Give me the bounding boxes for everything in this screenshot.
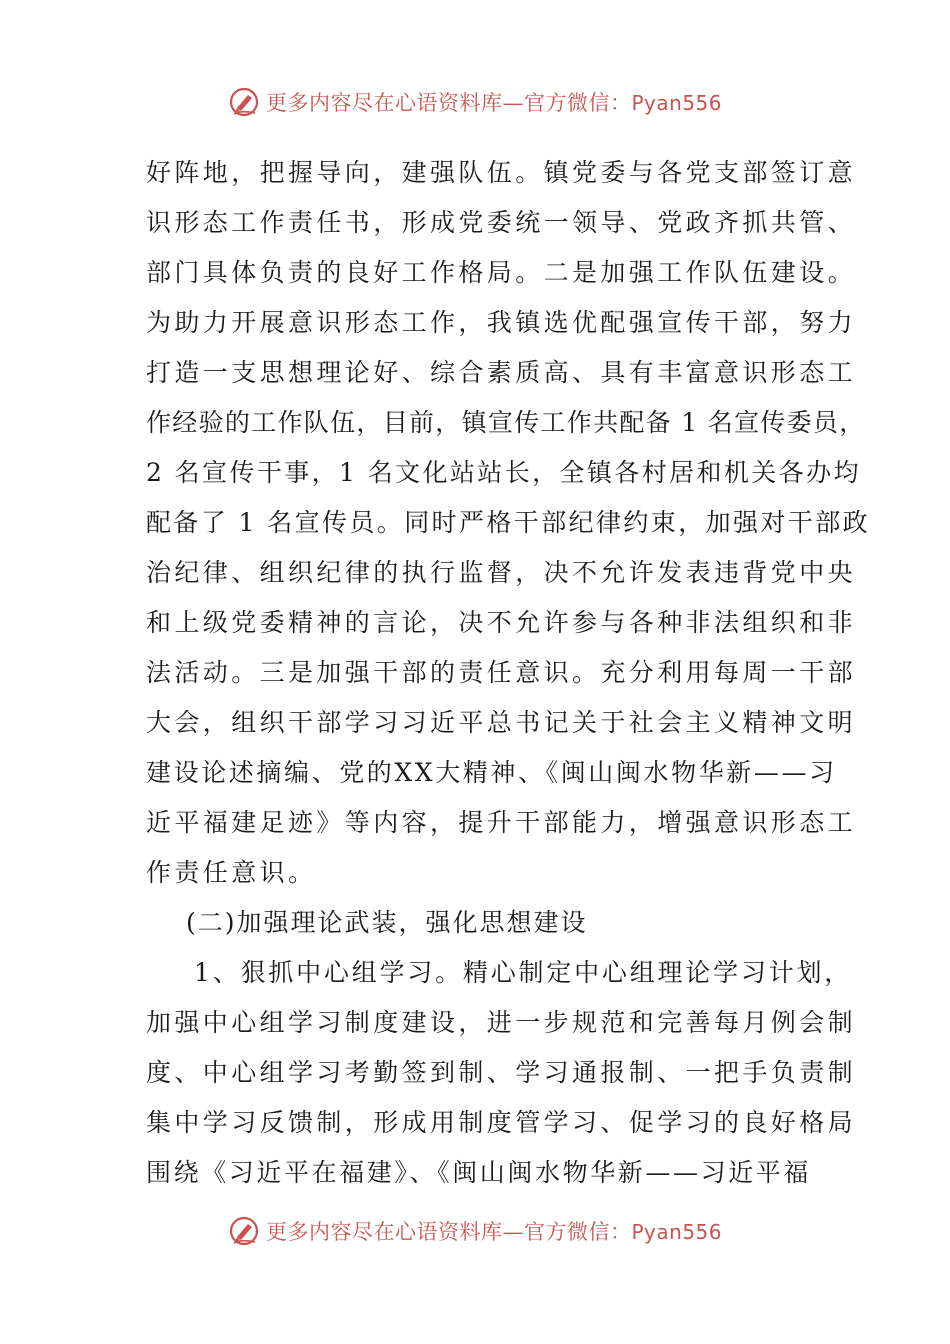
text-line: 配备了 1 名宣传员。同时严格干部纪律约束，加强对干部政 <box>146 508 871 537</box>
document-body <box>146 148 871 1198</box>
header-contact: Pyan556 <box>631 91 722 115</box>
pen-logo-icon <box>228 1215 260 1247</box>
text-line: 作经验的工作队伍，目前，镇宣传工作共配备 1 名宣传委员， <box>146 408 866 437</box>
text-line: 2 名宣传干事，1 名文化站站长，全镇各村居和机关各办均 <box>146 458 861 487</box>
paragraph-line: 集中学习反馈制，形成用制度管学习、促学习的良好格局 <box>146 1108 857 1137</box>
text-line: 为助力开展意识形态工作，我镇选优配强宣传干部，努力 <box>146 308 857 337</box>
text-line: 部门具体负责的良好工作格局。二是加强工作队伍建设。 <box>146 258 857 287</box>
text-line: 作责任意识。 <box>146 858 317 887</box>
paragraph-line: 加强中心组学习制度建设，进一步规范和完善每月例会制 <box>146 1008 857 1037</box>
text-line: 法活动。三是加强干部的责任意识。充分利用每周一干部 <box>146 658 857 687</box>
text-line: 好阵地，把握导向，建强队伍。镇党委与各党支部签订意 <box>146 158 857 187</box>
text-line: 打造一支思想理论好、综合素质高、具有丰富意识形态工 <box>146 358 857 387</box>
text-line: 大会，组织干部学习习近平总书记关于社会主义精神文明 <box>146 708 857 737</box>
footer-contact: Pyan556 <box>631 1220 722 1244</box>
paragraph-line: 度、中心组学习考勤签到制、学习通报制、一把手负责制 <box>146 1058 857 1087</box>
text-line: 近平福建足迹》等内容，提升干部能力，增强意识形态工 <box>146 808 857 837</box>
footer-banner <box>0 1211 950 1251</box>
footer-banner-text: 更多内容尽在心语资料库—官方微信：Pyan556 <box>265 1220 722 1244</box>
text-line: 治纪律、组织纪律的执行监督，决不允许发表违背党中央 <box>146 558 857 587</box>
text-line: 建设论述摘编、党的XX大精神、《闽山闽水物华新——习 <box>146 758 837 787</box>
header-banner <box>0 82 950 122</box>
paragraph-line: 1、狠抓中心组学习。精心制定中心组理论学习计划， <box>194 958 853 987</box>
pen-logo-icon <box>228 86 260 118</box>
section-heading: (二)加强理论武装，强化思想建设 <box>186 908 588 937</box>
text-line: 和上级党委精神的言论，决不允许参与各种非法组织和非 <box>146 608 857 637</box>
paragraph-line: 围绕《习近平在福建》、《闽山闽水物华新——习近平福 <box>146 1158 812 1187</box>
text-line: 识形态工作责任书，形成党委统一领导、党政齐抓共管、 <box>146 208 857 237</box>
header-banner-text: 更多内容尽在心语资料库—官方微信：Pyan556 <box>265 91 722 115</box>
